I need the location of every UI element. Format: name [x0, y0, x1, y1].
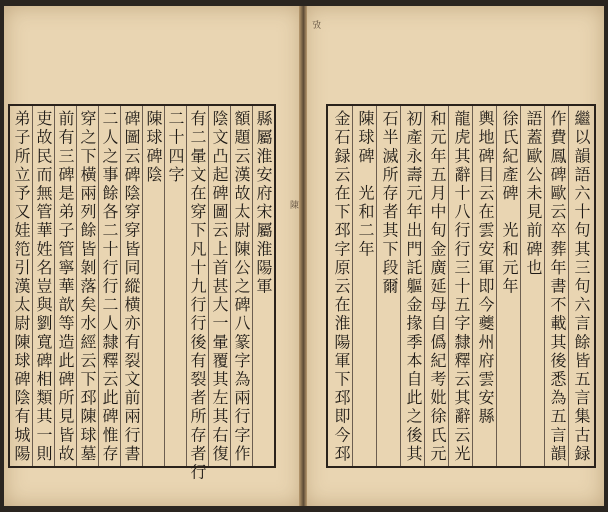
text-column: 二十四字 — [166, 110, 185, 185]
text-column: 二人之事餘各二十行行二人隸釋云此碑惟存 — [100, 110, 119, 464]
text-column: 作費鳳碑歐云卒葬年書不載其後悉為五言韻 — [548, 110, 567, 464]
text-column: 陳球碑 光和二年 — [356, 110, 375, 259]
left-page-margin-label: 陳 — [288, 200, 298, 210]
text-column: 弟子所立予又娃笵引漢太尉陳球碑陰有城陽 — [12, 110, 31, 464]
text-column: 穿之下橫兩列餘皆剝落矣水經云下邳陳球墓 — [78, 110, 97, 464]
text-column: 碑圖云碑陰穿穿皆同縱横亦有裂文前兩行書 — [122, 110, 141, 464]
right-text-frame — [326, 104, 596, 468]
text-column: 有二暈文在穿下凡十九行行後有裂者所存者行 — [188, 110, 207, 482]
text-column: 繼以韻語六十句其三句六言餘皆五言集古録 — [572, 110, 591, 464]
text-column: 初產永壽元年出門託軀金掾季本自此之後其 — [404, 110, 423, 464]
text-column: 前有三碑是弟子管寧華歆等造此碑所見皆故 — [56, 110, 75, 464]
right-page-margin-label: 攷 — [310, 20, 320, 30]
book-gutter — [299, 6, 307, 506]
text-column: 額題云漢故太尉陳公之碑八篆字為兩行字作 — [232, 110, 251, 464]
left-text-frame — [8, 104, 276, 482]
text-column: 語蓋歐公未見前碑也 — [524, 110, 543, 278]
text-column: 龍虎其辭十八行行三十五字隸釋云其辭云光 — [452, 110, 471, 464]
text-column: 吏故民而無管華姓名豈與劉寬碑相類其一則 — [34, 110, 53, 464]
text-column: 陳球碑陰 — [144, 110, 163, 185]
text-column: 石半滅所存者其下段爾 — [380, 110, 399, 296]
text-column: 金石録云在下邳字原云在淮陽軍下邳即今邳 — [332, 110, 351, 464]
text-column: 陰文凸起碑圖云上首甚大一暈覆其左其右復 — [210, 110, 229, 464]
text-column: 徐氏紀產碑 光和元年 — [500, 110, 519, 296]
text-column: 縣屬淮安府宋屬淮陽軍 — [254, 110, 273, 296]
text-column: 和元年五月中旬金廣延母自僞紀考妣徐氏元 — [428, 110, 447, 464]
text-column: 輿地碑目云在雲安軍即今夔州府雲安縣 — [476, 110, 495, 427]
